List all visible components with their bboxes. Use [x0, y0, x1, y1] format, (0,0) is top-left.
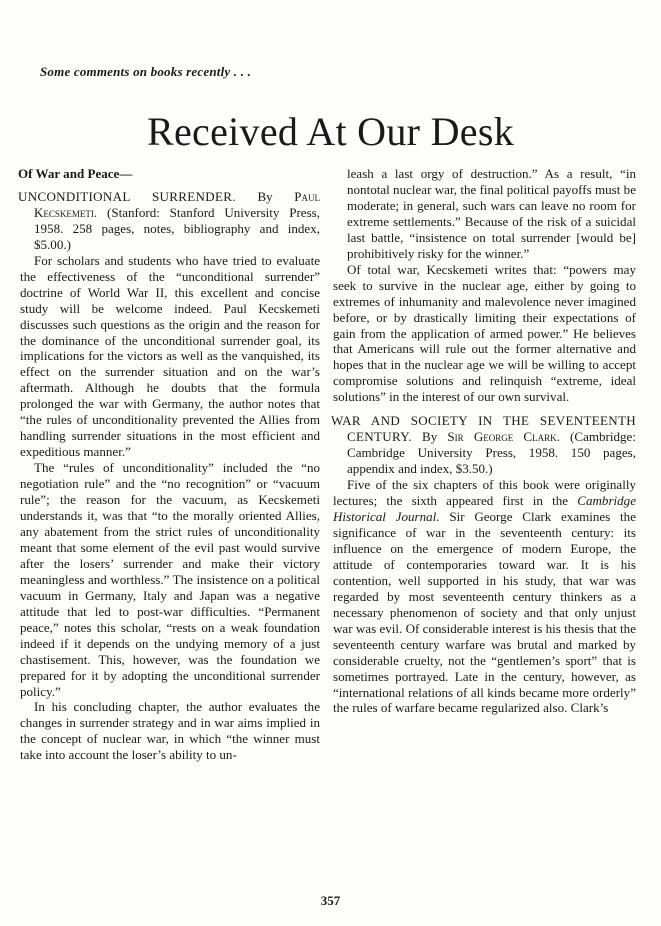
journal-title: Cambridge Historical Journal.	[333, 493, 636, 525]
book-author-2: Sir George Clark.	[447, 429, 560, 445]
kicker: Some comments on books recently . . .	[40, 64, 252, 79]
review-paragraph: The “rules of unconditionality” included the “no negotiation rule” and the “no recognition” or “vacuum rule”; the reason for the vacuum, as Kecskemeti understands it, was that “to the morally oriented Allies, any abatement from the strict rules of unconditionality meant that some element of the evil past would survive after the losers’ surrender and make their victory meaningless and worthless.” The insistence on a political vacuum in Germany, Italy and Japan was a negative attitude that led to post-war difficulties. “Permanent peace,” notes this scholar, “rests on a weak foundation indeed if it depends on the undying memory of a just chastisement. This, however, was the foundation we prepared for it by adopting the unconditional surrender policy.”	[20, 460, 320, 699]
review-paragraph: For scholars and students who have tried to evaluate the effectiveness of the “unconditional surrender” doctrine of World War II, this excellent and concise study will be welcome indeed. Paul Kecskemeti discusses such questions as the origin and the reason for the dominance of the unconditional surrender goal, its implications for the victors as well as the vanquished, its effect on the surrender situation and on the war’s aftermath. Although he doubts that the formula prolonged the war with Germany, the author notes that “the rules of unconditionality prevented the Allies from handling surrender situations in the most efficient and expeditious manner.”	[20, 252, 320, 460]
book-title-1: UNCONDITIONAL SURRENDER.	[18, 188, 236, 204]
review-paragraph-continued: leash a last orgy of destruction.” As a result, “in nontotal nuclear war, the final political payoffs must be moderate; in general, such wars can leave no room for extreme settlements.” Because of the risk of a suicidal last battle, “insistence on total surrender [would be] prohibitively risky for the winner.”	[347, 166, 636, 261]
book-entry-1	[18, 189, 320, 253]
book-title-2: WAR AND SOCIETY IN THE SEVENTEENTH CENTURY.	[331, 413, 636, 445]
left-column	[18, 166, 320, 763]
book-publisher-2: (Cambridge: Cambridge University Press, 1958. 150 pages, appendix and index, $3.50.)	[347, 429, 636, 477]
right-column	[331, 166, 636, 716]
book-publisher-1: (Stanford: Stanford University Press, 1958. 258 pages, notes, bibliography and index, $5.00.)	[34, 204, 320, 252]
review-paragraph: Of total war, Kecskemeti writes that: “powers may seek to survive in the nuclear age, either by going to extremes of inhumanity and malevolence never imagined before, or by drastically limiting their expectations of gain from the application of armed power.” He believes that Americans will rule out the former alternative and hopes that in the nuclear age we will be willing to accept compromise solutions and relinquish “extreme, ideal solutions” in the interest of our own survival.	[333, 261, 636, 405]
review-paragraph	[331, 477, 636, 716]
review-text: Five of the six chapters of this book were originally lectures; the sixth appeared first in the	[333, 477, 636, 509]
book-by-1: By	[257, 188, 273, 204]
review-paragraph: In his concluding chapter, the author evaluates the changes in surrender strategy and in war aims implied in the concept of nuclear war, in which “the winner must take into account the loser’s ability to un-	[20, 699, 320, 763]
page-title: Received At Our Desk	[146, 109, 514, 154]
section-heading: Of War and Peace—	[18, 166, 133, 181]
book-by-2: By	[422, 429, 438, 445]
book-entry-2	[331, 413, 636, 477]
book-author-1: Paul Kecskemeti.	[34, 188, 321, 220]
review-text: Sir George Clark examines the significance of war in the seventeenth century: its influence on the emergence of modern Europe, the attitude of contemporaries toward war. It is his contention, well supported in his study, that war was regarded by most seventeenth century thinkers as a necessary phenomenon of society and that only unjust war was evil. Of considerable interest is his thesis that the seventeenth century warfare was brutal and marked by considerable cruelty, not the “gentlemen’s sport” that is sometimes portrayed. Late in the century, however, as “international relations of all kinds became more orderly” the rules of warfare became regularized also. Clark’s	[333, 509, 636, 716]
page-number: 357	[320, 893, 341, 908]
